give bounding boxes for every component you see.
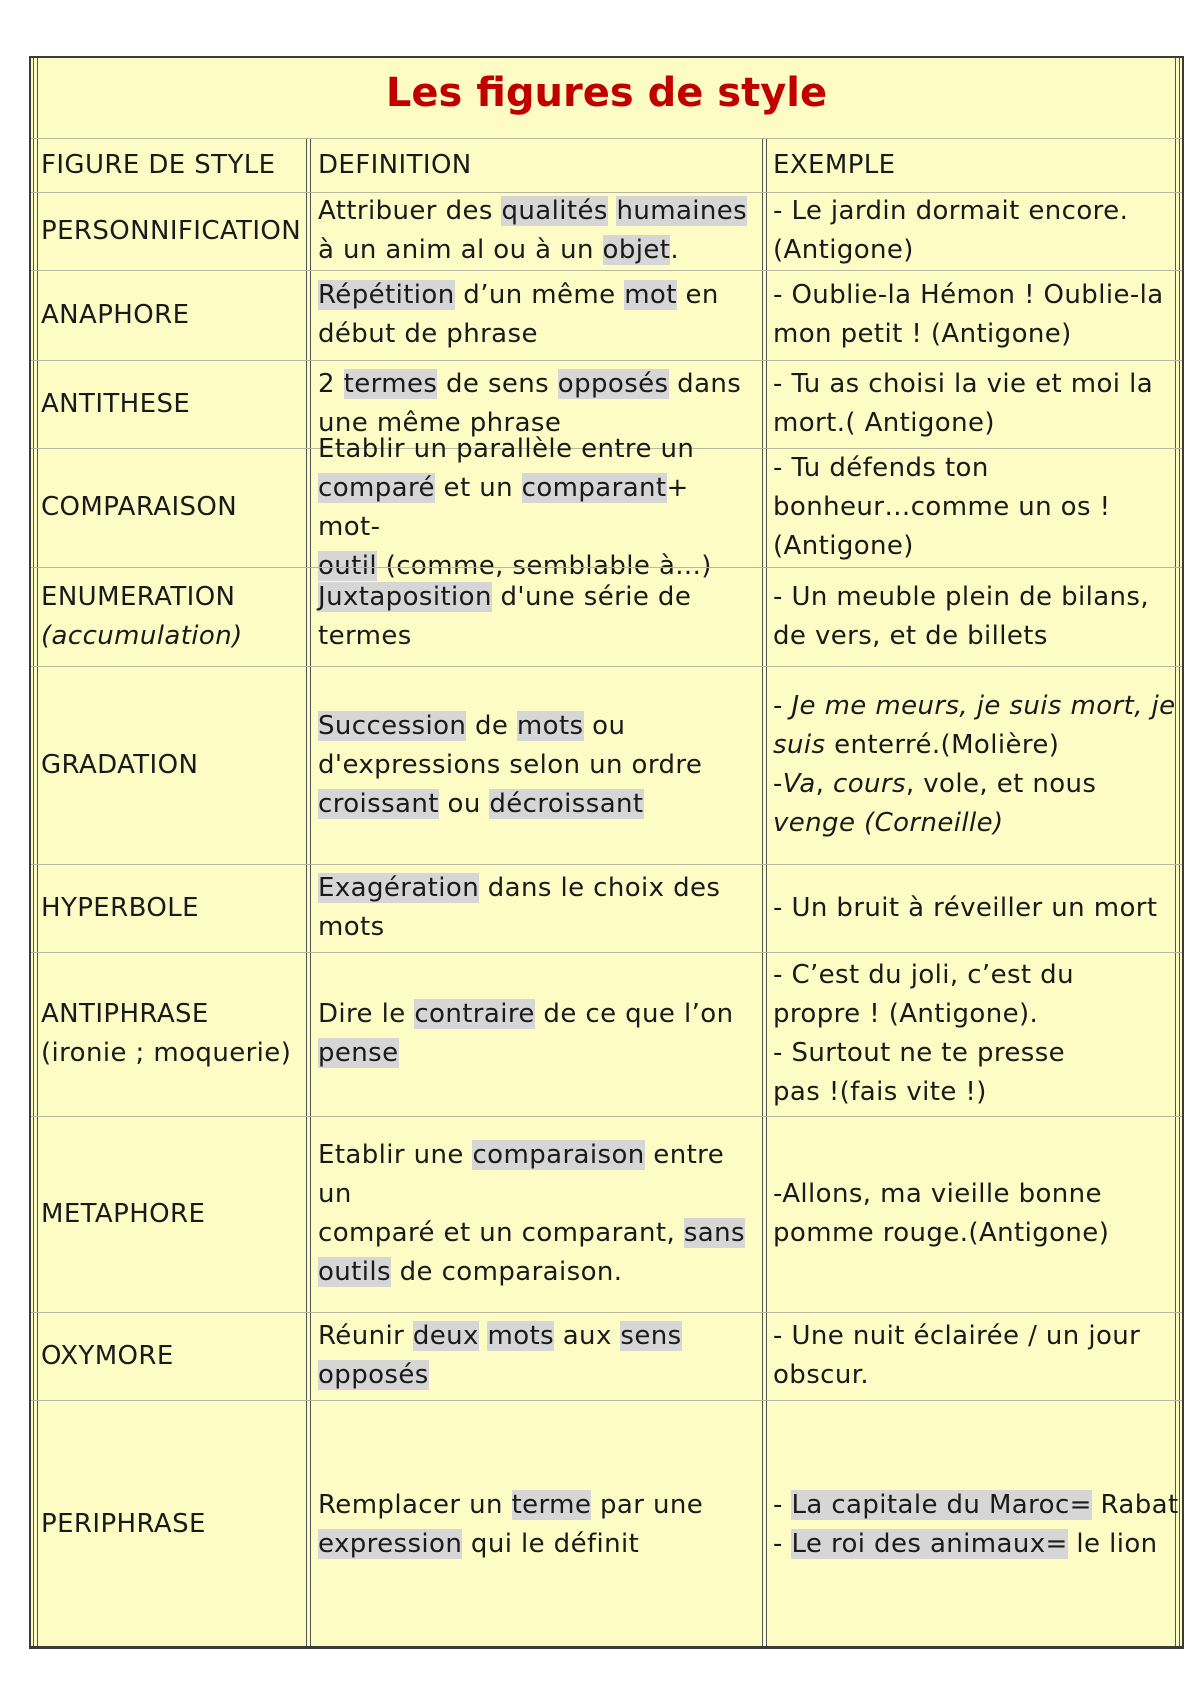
highlighted-term: sens	[620, 1321, 682, 1351]
definition-cell	[318, 1400, 758, 1649]
highlighted-term: croissant	[318, 788, 439, 819]
figure-name: ANTIPHRASE	[41, 999, 209, 1029]
example-cell	[773, 1400, 1183, 1649]
text-run: -	[773, 1489, 792, 1520]
text-run: de comparaison.	[390, 1257, 623, 1287]
text-run: aux	[554, 1321, 621, 1351]
highlighted-term: outils	[318, 1257, 391, 1287]
highlighted-term: Juxtaposition	[318, 581, 492, 612]
highlighted-term: Répétition	[318, 280, 455, 310]
text-run: d'une série de	[491, 581, 692, 612]
text-line	[318, 1136, 758, 1214]
highlighted-term: deux	[412, 1321, 479, 1351]
text-line	[318, 231, 747, 270]
example-cell	[773, 1312, 1183, 1400]
text-line	[773, 578, 1149, 617]
text-line	[773, 1214, 1109, 1253]
figure-subtitle: (accumulation)	[41, 620, 243, 651]
figure-name: ANTITHESE	[41, 388, 191, 419]
highlighted-term: contraire	[414, 999, 535, 1029]
text-line	[773, 488, 1110, 527]
figures-table	[29, 56, 1184, 1649]
column-divider-1	[306, 138, 311, 1646]
text-line	[318, 276, 719, 315]
text-run: ou	[583, 710, 626, 741]
text-line	[773, 527, 1110, 566]
text-line	[773, 231, 1128, 270]
text-line	[318, 1486, 703, 1525]
text-run: de sens	[437, 369, 558, 399]
highlighted-term: humaines	[616, 196, 748, 226]
text-run: d’un même	[454, 280, 625, 310]
text-run: Dire le	[318, 999, 415, 1029]
text-run: d'expressions selon un ordre	[318, 749, 703, 780]
text-line	[773, 726, 1176, 765]
example-cell	[773, 270, 1183, 360]
highlighted-term: La capitale du Maroc=	[791, 1489, 1092, 1520]
text-run: 2	[318, 369, 344, 399]
text-line	[773, 1175, 1109, 1214]
text-run: termes	[318, 620, 412, 651]
text-line	[773, 617, 1149, 656]
figure-name-cell	[41, 448, 303, 567]
header-exemple: EXEMPLE	[773, 149, 896, 180]
text-line	[318, 1525, 703, 1564]
text-run: Remplacer un	[318, 1489, 512, 1520]
definition-cell	[318, 433, 758, 581]
page-title: Les figures de style	[385, 70, 828, 116]
text-line	[318, 1214, 758, 1253]
figure-name: HYPERBOLE	[41, 892, 199, 923]
figure-name: METAPHORE	[41, 1198, 206, 1229]
text-run: mort.( Antigone)	[773, 408, 995, 438]
definition-cell	[318, 666, 758, 864]
text-line	[773, 404, 1153, 443]
figure-name-cell	[41, 1400, 303, 1649]
text-run: + mot-	[318, 472, 689, 542]
example-cell	[773, 192, 1183, 270]
text-line	[318, 995, 733, 1034]
highlighted-term: terme	[511, 1489, 592, 1520]
text-run: -	[773, 769, 783, 799]
text-run: pas !(fais vite !)	[773, 1077, 987, 1107]
text-line	[773, 1486, 1179, 1525]
text-line	[318, 192, 747, 231]
highlighted-term: Exagération	[318, 873, 480, 903]
highlighted-term: Le roi des animaux=	[791, 1528, 1068, 1559]
text-line	[773, 1073, 1074, 1112]
figure-name-cell	[41, 192, 303, 270]
text-run: suis	[773, 730, 826, 760]
text-line	[773, 804, 1176, 843]
text-run: qui le définit	[462, 1528, 640, 1559]
text-run: - Une nuit éclairée / un jour	[773, 1321, 1141, 1351]
text-run: .	[670, 235, 680, 265]
highlighted-term: outil	[318, 550, 378, 581]
highlighted-term: comparé	[318, 472, 435, 503]
definition-cell	[318, 270, 758, 360]
text-run: cours	[833, 769, 906, 799]
text-run: Réunir	[318, 1321, 413, 1351]
figure-subtitle: (ironie ; moquerie)	[41, 1038, 292, 1068]
text-line	[773, 995, 1074, 1034]
text-line	[318, 315, 719, 354]
definition-cell	[318, 952, 758, 1116]
definition-cell	[318, 1312, 758, 1400]
text-run: -	[773, 1528, 792, 1559]
text-run: propre ! (Antigone).	[773, 999, 1039, 1029]
text-run: - Le jardin dormait encore.	[773, 196, 1129, 226]
text-run: ,	[815, 769, 833, 799]
text-line	[318, 746, 702, 785]
figure-name-cell	[41, 567, 303, 666]
text-line	[318, 1253, 758, 1292]
text-line	[773, 276, 1164, 315]
text-line	[318, 365, 741, 404]
text-line	[773, 192, 1128, 231]
figure-name: OXYMORE	[41, 1340, 174, 1371]
text-line	[318, 617, 691, 656]
text-run: - Tu défends ton	[773, 453, 989, 483]
text-run: - Surtout ne te presse	[773, 1038, 1066, 1068]
text-run: début de phrase	[318, 319, 538, 349]
row-divider	[31, 138, 1182, 139]
text-run: Je me meurs, je suis mort, je	[791, 691, 1176, 721]
text-line	[318, 869, 720, 908]
text-run: (comme, semblable à...)	[377, 550, 712, 581]
definition-cell	[318, 567, 758, 666]
text-line	[773, 1525, 1179, 1564]
text-line	[318, 908, 720, 947]
figure-name-cell	[41, 864, 303, 952]
text-run: mon petit ! (Antigone)	[773, 319, 1072, 349]
example-cell	[773, 666, 1183, 864]
figure-name-cell	[41, 1312, 303, 1400]
text-line	[773, 687, 1176, 726]
highlighted-term: pense	[318, 1038, 399, 1068]
header-figure: FIGURE DE STYLE	[41, 149, 276, 180]
highlighted-term: mots	[487, 1321, 555, 1351]
highlighted-term: termes	[343, 369, 438, 399]
figure-name-cell	[41, 666, 303, 864]
text-line	[318, 469, 758, 547]
highlighted-term: mots	[516, 710, 584, 741]
text-run: de vers, et de billets	[773, 620, 1048, 651]
figure-name-cell	[41, 270, 303, 360]
highlighted-term: expression	[318, 1528, 463, 1559]
text-run: comparé et un comparant,	[318, 1218, 684, 1248]
text-line	[318, 430, 758, 469]
figure-name-cell	[41, 952, 303, 1116]
text-line	[773, 315, 1164, 354]
text-run: - Oublie-la Hémon ! Oublie-la	[773, 280, 1164, 310]
definition-cell	[318, 192, 758, 270]
highlighted-term: décroissant	[489, 788, 644, 819]
text-line	[318, 578, 691, 617]
text-line	[773, 1034, 1074, 1073]
text-run: bonheur…comme un os !	[773, 492, 1111, 522]
example-cell	[773, 448, 1183, 567]
figure-name: ANAPHORE	[41, 299, 190, 330]
text-line	[773, 1317, 1140, 1356]
figure-name: ENUMERATION	[41, 581, 236, 612]
text-run: une même phrase	[318, 408, 562, 438]
text-run: mots	[318, 912, 385, 942]
text-run: de	[466, 710, 517, 741]
highlighted-term: qualités	[501, 196, 608, 226]
highlighted-term: Succession	[318, 710, 467, 741]
text-line	[318, 785, 702, 824]
text-line	[773, 365, 1153, 404]
text-line	[318, 1356, 682, 1395]
highlighted-term: comparant	[521, 472, 667, 503]
text-run: , vole, et nous	[905, 769, 1097, 799]
text-run: Va	[782, 769, 816, 799]
text-run: entre un	[318, 1140, 725, 1209]
text-run: dans le choix des	[479, 873, 721, 903]
text-run: Rabat	[1091, 1489, 1179, 1520]
text-run: dans	[668, 369, 742, 399]
text-run: (Antigone)	[773, 531, 914, 561]
figure-name: GRADATION	[41, 749, 199, 780]
left-border	[33, 58, 38, 1646]
text-run: de ce que l’on	[534, 999, 734, 1029]
text-line	[773, 449, 1110, 488]
figure-name: COMPARAISON	[41, 492, 238, 522]
text-line	[318, 1317, 682, 1356]
text-run: -Allons, ma vieille bonne	[773, 1179, 1102, 1209]
definition-cell	[318, 1116, 758, 1312]
highlighted-term: comparaison	[472, 1140, 645, 1170]
text-run: (Antigone)	[773, 235, 914, 265]
text-line	[773, 889, 1157, 928]
text-run: venge (Corneille)	[773, 808, 1004, 838]
text-run: Etablir une	[318, 1140, 473, 1170]
definition-cell	[318, 864, 758, 952]
example-cell	[773, 360, 1183, 448]
text-line	[318, 1034, 733, 1073]
figure-name-cell	[41, 360, 303, 448]
highlighted-term: sans	[683, 1218, 745, 1248]
column-divider-2	[762, 138, 767, 1646]
example-cell	[773, 1116, 1183, 1312]
highlighted-term: opposés	[318, 1360, 429, 1390]
text-run: Etablir un parallèle entre un	[318, 433, 695, 464]
text-run: - Tu as choisi la vie et moi la	[773, 369, 1154, 399]
text-line	[318, 707, 702, 746]
highlighted-term: opposés	[557, 369, 669, 399]
text-line	[773, 765, 1176, 804]
text-run: pomme rouge.(Antigone)	[773, 1218, 1110, 1248]
text-run: le lion	[1067, 1528, 1158, 1559]
text-line	[773, 956, 1074, 995]
example-cell	[773, 952, 1183, 1116]
text-run: - Un meuble plein de bilans,	[773, 581, 1150, 612]
text-run: Attribuer des	[318, 196, 502, 226]
text-run: - C’est du joli, c’est du	[773, 960, 1074, 990]
text-run: enterré.(Molière)	[825, 730, 1060, 760]
text-run: - Un bruit à réveiller un mort	[773, 892, 1158, 923]
figure-name-cell	[41, 1116, 303, 1312]
example-cell	[773, 864, 1183, 952]
text-line	[773, 1356, 1140, 1395]
header-definition: DEFINITION	[318, 149, 472, 180]
example-cell	[773, 567, 1183, 666]
highlighted-term: mot	[624, 280, 677, 310]
figure-name: PERIPHRASE	[41, 1509, 206, 1539]
highlighted-term: objet	[602, 235, 671, 265]
figure-name: PERSONNIFICATION	[41, 215, 302, 246]
text-run: en	[676, 280, 719, 310]
text-run: ou	[438, 788, 490, 819]
text-run: obscur.	[773, 1360, 870, 1390]
text-run: et un	[434, 472, 522, 503]
text-run: -	[773, 691, 792, 721]
text-run: par une	[591, 1489, 704, 1520]
text-run: à un anim al ou à un	[318, 235, 603, 265]
